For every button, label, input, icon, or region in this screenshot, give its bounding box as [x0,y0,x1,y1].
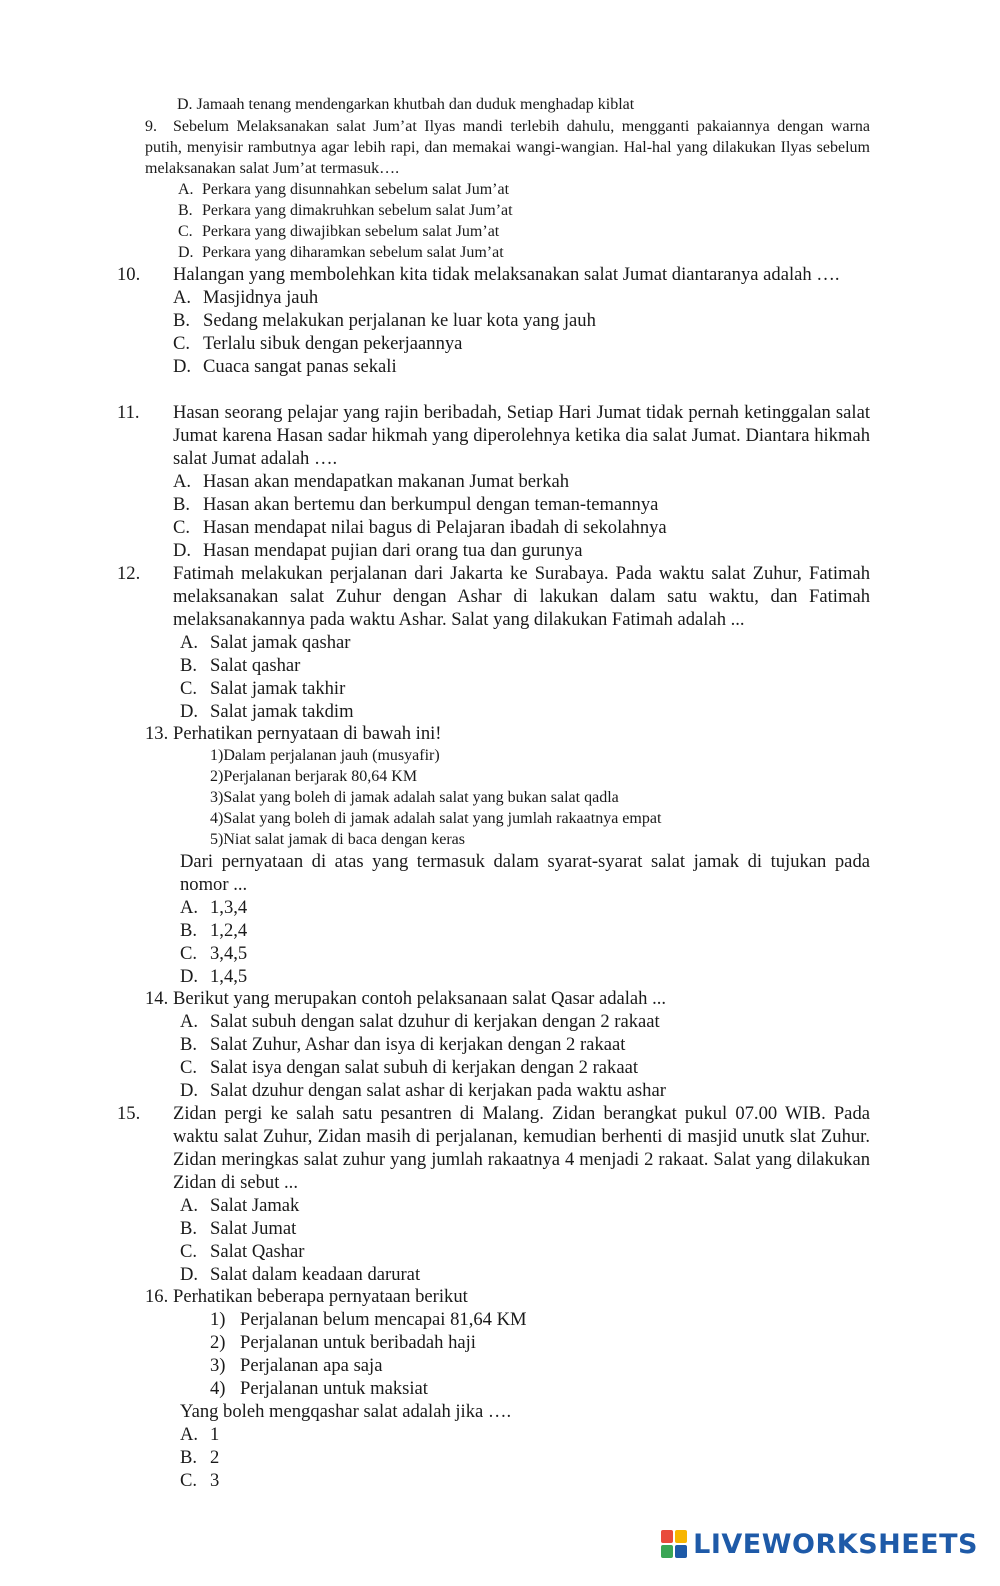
statement-item [210,1308,870,1331]
option-text: Salat Jamak [210,1195,300,1216]
statement-number: 5) [210,831,224,848]
option-text: Salat subuh dengan salat dzuhur di kerjakan dengan 2 rakaat [210,1011,660,1032]
option-c[interactable] [180,1469,870,1492]
question-number: 13. [145,723,169,744]
option-d[interactable] [173,355,870,378]
question-text: Perhatikan pernyataan di bawah ini! [173,723,442,744]
option-letter: D. [180,701,199,722]
option-letter: A. [180,897,199,918]
option-letter: A. [173,471,192,492]
option-letter: B. [173,310,191,331]
option-letter: B. [180,1218,198,1239]
option-c[interactable] [180,677,870,700]
statement-text: Salat yang boleh di jamak adalah salat yang jumlah rakaatnya empat [223,810,662,827]
question-15 [117,1102,870,1286]
option-letter: C. [180,1057,198,1078]
question-text: Hasan seorang pelajar yang rajin beribadah, Setiap Hari Jumat tidak pernah ketinggalan salat Jumat karena Hasan sadar hikmah yang diperolehnya ketika dia salat Jumat. Diantara hikmah salat Jumat adalah …. [173,402,870,469]
option-letter: C. [180,1470,198,1491]
option-letter: D. [173,540,192,561]
option-text: Salat jamak takdim [210,701,354,722]
option-d[interactable] [180,1263,870,1286]
option-text: Terlalu sibuk dengan pekerjaannya [203,333,463,354]
option-text: Salat Qashar [210,1241,305,1262]
question-text-row [145,722,870,745]
question-number: 11. [117,402,140,423]
option-text: 3,4,5 [210,943,248,964]
option-letter: A. [178,181,194,198]
statement-item [210,808,870,829]
option-text: D. Jamaah tenang mendengarkan khutbah dan duduk menghadap kiblat [177,96,635,113]
question-13 [145,722,870,988]
statement-number: 3) [210,1355,226,1376]
option-letter: A. [180,1011,199,1032]
liveworksheets-logo-icon [661,1530,687,1558]
option-c[interactable] [173,516,870,539]
option-letter: C. [173,333,191,354]
option-b[interactable] [180,1217,870,1240]
question-number: 12. [117,563,141,584]
option-text: 1,4,5 [210,966,248,987]
option-text: Salat jamak qashar [210,632,351,653]
option-d[interactable] [178,242,870,263]
statement-number: 2) [210,1332,226,1353]
option-c[interactable] [180,942,870,965]
option-text: Salat dalam keadaan darurat [210,1264,421,1285]
option-letter: B. [180,1447,198,1468]
statement-item [210,1377,870,1400]
option-b[interactable] [180,654,870,677]
question-text: Fatimah melakukan perjalanan dari Jakarta ke Surabaya. Pada waktu salat Zuhur, Fatimah melaksanakan salat Zuhur dengan Ashar di lakukan dalam satu waktu, dan Fatimah melaksanakannya pada waktu Ashar. Salat yang dilakukan Fatimah adalah ... [173,563,870,630]
option-text: Perkara yang diwajibkan sebelum salat Jum’at [202,223,500,240]
option-c[interactable] [178,221,870,242]
question-text: Perhatikan beberapa pernyataan berikut [173,1286,468,1307]
option-letter: D. [178,244,194,261]
option-c[interactable] [180,1056,870,1079]
option-text: Sedang melakukan perjalanan ke luar kota yang jauh [203,310,596,331]
top-continuation-option [177,94,877,115]
option-b[interactable] [173,309,870,332]
statement-number: 1) [210,1309,226,1330]
statement-item [210,1331,870,1354]
option-letter: D. [180,1264,199,1285]
option-text: 2 [210,1447,220,1468]
option-b[interactable] [180,919,870,942]
option-text: Masjidnya jauh [203,287,319,308]
question-number: 15. [117,1103,141,1124]
option-d[interactable] [173,539,870,562]
question-12 [117,562,870,723]
option-letter: A. [180,1424,199,1445]
question-number: 9. [145,118,157,135]
statement-number: 4) [210,1378,226,1399]
option-a[interactable] [173,470,870,493]
option-c[interactable] [180,1240,870,1263]
option-letter: A. [180,632,199,653]
question-followup: Yang boleh mengqashar salat adalah jika …. [180,1401,512,1422]
question-16 [145,1285,870,1492]
question-text-row [117,263,870,286]
option-letter: C. [180,678,198,699]
option-letter: B. [180,1034,198,1055]
question-text-row [117,562,870,631]
option-text: Salat qashar [210,655,301,676]
option-text: Salat jamak takhir [210,678,346,699]
option-a[interactable] [180,896,870,919]
option-d[interactable] [180,700,870,723]
statement-item [210,745,870,766]
statement-number: 1) [210,747,224,764]
option-letter: D. [180,1080,199,1101]
option-letter: B. [173,494,191,515]
option-letter: B. [180,920,198,941]
statement-item [210,787,870,808]
statement-number: 4) [210,810,224,827]
question-10 [117,263,870,378]
question-text: Sebelum Melaksanakan salat Jum’at Ilyas mandi terlebih dahulu, mengganti pakaiannya dengan warna putih, menyisir rambutnya agar lebih rapi, dan memakai wangi-wangian. Hal-hal yang dilakukan Ilyas sebelum melaksanakan salat Jum’at termasuk…. [145,118,870,177]
question-text: Berikut yang merupakan contoh pelaksanaan salat Qasar adalah ... [173,988,667,1009]
statement-text: Salat yang boleh di jamak adalah salat yang bukan salat qadla [223,789,619,806]
option-text: Perkara yang disunnahkan sebelum salat Jum’at [202,181,510,198]
question-text-row [117,1102,870,1194]
option-text: Hasan mendapat nilai bagus di Pelajaran ibadah di sekolahnya [203,517,667,538]
statement-text: Perjalanan untuk maksiat [240,1378,428,1399]
statement-text: Niat salat jamak di baca dengan keras [223,831,465,848]
question-14 [145,987,870,1102]
option-b[interactable] [173,493,870,516]
question-text-row [145,987,870,1010]
option-text: Hasan mendapat pujian dari orang tua dan gurunya [203,540,583,561]
question-text-row [145,116,870,179]
option-letter: D. [173,356,192,377]
option-text: Salat isya dengan salat subuh di kerjakan dengan 2 rakaat [210,1057,639,1078]
option-d[interactable] [180,1079,870,1102]
option-text: Perkara yang diharamkan sebelum salat Jum’at [202,244,504,261]
question-text: Zidan pergi ke salah satu pesantren di Malang. Zidan berangkat pukul 07.00 WIB. Pada waktu salat Zuhur, Zidan masih di perjalanan, kemudian berhenti di masjid unutk slat Zuhur. Zidan meringkas salat zuhur yang jumlah rakaatnya 4 menjadi 2 rakaat. Salat yang dilakukan Zidan di sebut ... [173,1103,870,1193]
question-text-row [117,401,870,470]
statement-text: Perjalanan untuk beribadah haji [240,1332,476,1353]
option-letter: C. [180,943,198,964]
option-text: 1,2,4 [210,920,248,941]
option-letter: C. [178,223,193,240]
statement-text: Perjalanan apa saja [240,1355,383,1376]
option-text: 3 [210,1470,220,1491]
logo-text: LIVEWORKSHEETS [693,1528,978,1560]
statement-number: 3) [210,789,224,806]
option-a[interactable] [180,1423,870,1446]
statement-text: Dalam perjalanan jauh (musyafir) [223,747,440,764]
option-letter: D. [180,966,199,987]
question-11 [117,401,870,562]
option-text: Salat Jumat [210,1218,297,1239]
statement-item [210,829,870,850]
option-text: Perkara yang dimakruhkan sebelum salat Jum’at [202,202,513,219]
option-letter: A. [180,1195,199,1216]
option-text: Salat Zuhur, Ashar dan isya di kerjakan dengan 2 rakaat [210,1034,626,1055]
option-b[interactable] [180,1446,870,1469]
question-text-row [145,1285,870,1308]
option-c[interactable] [173,332,870,355]
option-b[interactable] [180,1033,870,1056]
option-a[interactable] [178,179,870,200]
question-number: 14. [145,988,169,1009]
option-text: Salat dzuhur dengan salat ashar di kerjakan pada waktu ashar [210,1080,666,1101]
option-a[interactable] [173,286,870,309]
option-letter: A. [173,287,192,308]
question-text: Halangan yang membolehkan kita tidak melaksanakan salat Jumat diantaranya adalah …. [173,264,840,285]
option-letter: B. [180,655,198,676]
question-9 [145,116,870,263]
question-number: 10. [117,264,141,285]
question-followup: Dari pernyataan di atas yang termasuk dalam syarat-syarat salat jamak di tujukan pada nomor ... [180,851,870,895]
option-a[interactable] [180,1194,870,1217]
statement-item [210,1354,870,1377]
option-letter: C. [180,1241,198,1262]
option-text: Cuaca sangat panas sekali [203,356,397,377]
option-text: Hasan akan mendapatkan makanan Jumat berkah [203,471,570,492]
option-d[interactable] [180,965,870,988]
statement-text: Perjalanan berjarak 80,64 KM [223,768,418,785]
option-a[interactable] [180,1010,870,1033]
option-letter: C. [173,517,191,538]
statement-item [210,766,870,787]
option-b[interactable] [178,200,870,221]
option-a[interactable] [180,631,870,654]
liveworksheets-logo [661,1524,978,1564]
option-text: 1,3,4 [210,897,248,918]
option-letter: B. [178,202,193,219]
option-text: Hasan akan bertemu dan berkumpul dengan teman-temannya [203,494,659,515]
question-number: 16. [145,1286,169,1307]
statement-number: 2) [210,768,224,785]
option-text: 1 [210,1424,220,1445]
statement-text: Perjalanan belum mencapai 81,64 KM [240,1309,527,1330]
